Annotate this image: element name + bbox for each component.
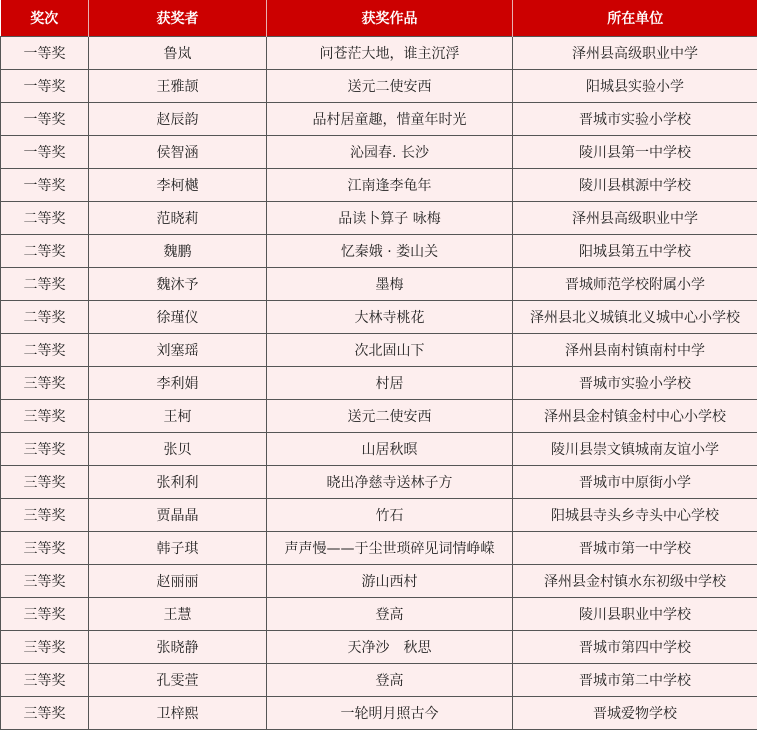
unit-cell: 陵川县棋源中学校 [513,169,757,202]
winner-cell: 鲁岚 [89,37,267,70]
work-title-cell: 声声慢——于尘世琐碎见词情峥嵘 [267,532,513,565]
unit-cell: 晋城爱物学校 [513,697,757,730]
unit-cell: 泽州县高级职业中学 [513,37,757,70]
unit-cell: 陵川县第一中学校 [513,136,757,169]
winner-cell: 张贝 [89,433,267,466]
work-title-cell: 问苍茫大地，谁主沉浮 [267,37,513,70]
work-title-cell: 品读卜算子 咏梅 [267,202,513,235]
table-row [1,631,757,664]
award-level-cell: 一等奖 [1,136,89,169]
table-row [1,37,757,70]
header-award-level: 奖次 [1,0,89,37]
winner-cell: 孔雯萱 [89,664,267,697]
winner-cell: 张利利 [89,466,267,499]
unit-cell: 泽州县高级职业中学 [513,202,757,235]
award-level-cell: 一等奖 [1,70,89,103]
header-winner: 获奖者 [89,0,267,37]
unit-cell: 阳城县寺头乡寺头中心学校 [513,499,757,532]
table-row [1,301,757,334]
unit-cell: 晋城市第一中学校 [513,532,757,565]
award-level-cell: 三等奖 [1,466,89,499]
award-level-cell: 三等奖 [1,499,89,532]
table-row [1,433,757,466]
unit-cell: 阳城县实验小学 [513,70,757,103]
award-level-cell: 三等奖 [1,400,89,433]
unit-cell: 泽州县金村镇金村中心小学校 [513,400,757,433]
award-level-cell: 三等奖 [1,565,89,598]
work-title-cell: 山居秋暝 [267,433,513,466]
award-level-cell: 一等奖 [1,103,89,136]
work-title-cell: 次北固山下 [267,334,513,367]
award-level-cell: 三等奖 [1,697,89,730]
table-body [1,37,757,730]
unit-cell: 阳城县第五中学校 [513,235,757,268]
winner-cell: 王雅颉 [89,70,267,103]
unit-cell: 晋城市实验小学校 [513,103,757,136]
award-level-cell: 三等奖 [1,532,89,565]
award-level-cell: 三等奖 [1,433,89,466]
winner-cell: 范晓莉 [89,202,267,235]
winner-cell: 赵丽丽 [89,565,267,598]
table-row [1,466,757,499]
work-title-cell: 沁园春. 长沙 [267,136,513,169]
award-level-cell: 一等奖 [1,169,89,202]
work-title-cell: 晓出净慈寺送林子方 [267,466,513,499]
table-header-row [1,0,757,37]
header-work: 获奖作品 [267,0,513,37]
award-level-cell: 二等奖 [1,268,89,301]
award-level-cell: 三等奖 [1,367,89,400]
unit-cell: 晋城市中原街小学 [513,466,757,499]
work-title-cell: 游山西村 [267,565,513,598]
winner-cell: 徐瑾仪 [89,301,267,334]
table-row [1,400,757,433]
table-row [1,202,757,235]
table-row [1,103,757,136]
table-row [1,697,757,730]
unit-cell: 泽州县金村镇水东初级中学校 [513,565,757,598]
work-title-cell: 江南逢李龟年 [267,169,513,202]
table-row [1,70,757,103]
work-title-cell: 天净沙 秋思 [267,631,513,664]
winner-cell: 张晓静 [89,631,267,664]
unit-cell: 陵川县职业中学校 [513,598,757,631]
unit-cell: 晋城市第四中学校 [513,631,757,664]
winner-cell: 贾晶晶 [89,499,267,532]
table-row [1,334,757,367]
work-title-cell: 墨梅 [267,268,513,301]
work-title-cell: 忆秦娥 · 娄山关 [267,235,513,268]
unit-cell: 泽州县北义城镇北义城中心小学校 [513,301,757,334]
award-level-cell: 二等奖 [1,202,89,235]
award-level-cell: 二等奖 [1,301,89,334]
unit-cell: 晋城市第二中学校 [513,664,757,697]
award-level-cell: 二等奖 [1,334,89,367]
work-title-cell: 登高 [267,664,513,697]
winner-cell: 赵辰韵 [89,103,267,136]
award-level-cell: 三等奖 [1,598,89,631]
winner-cell: 王柯 [89,400,267,433]
work-title-cell: 品村居童趣，惜童年时光 [267,103,513,136]
work-title-cell: 大林寺桃花 [267,301,513,334]
table-row [1,565,757,598]
work-title-cell: 登高 [267,598,513,631]
header-unit: 所在单位 [513,0,757,37]
table-row [1,664,757,697]
winner-cell: 李柯樾 [89,169,267,202]
award-level-cell: 三等奖 [1,664,89,697]
work-title-cell: 一轮明月照古今 [267,697,513,730]
winner-cell: 侯智涵 [89,136,267,169]
table-row [1,598,757,631]
table-row [1,532,757,565]
winner-cell: 王慧 [89,598,267,631]
award-level-cell: 一等奖 [1,37,89,70]
table-row [1,136,757,169]
unit-cell: 晋城市实验小学校 [513,367,757,400]
winner-cell: 李利娟 [89,367,267,400]
winner-cell: 魏鹏 [89,235,267,268]
table-row [1,268,757,301]
work-title-cell: 村居 [267,367,513,400]
unit-cell: 晋城师范学校附属小学 [513,268,757,301]
award-level-cell: 二等奖 [1,235,89,268]
award-level-cell: 三等奖 [1,631,89,664]
table-row [1,499,757,532]
work-title-cell: 送元二使安西 [267,70,513,103]
work-title-cell: 送元二使安西 [267,400,513,433]
work-title-cell: 竹石 [267,499,513,532]
table-row [1,235,757,268]
winner-cell: 卫梓熙 [89,697,267,730]
unit-cell: 陵川县崇文镇城南友谊小学 [513,433,757,466]
unit-cell: 泽州县南村镇南村中学 [513,334,757,367]
table-row [1,169,757,202]
winner-cell: 魏沐予 [89,268,267,301]
winner-cell: 刘塞瑶 [89,334,267,367]
table-row [1,367,757,400]
winner-cell: 韩子琪 [89,532,267,565]
